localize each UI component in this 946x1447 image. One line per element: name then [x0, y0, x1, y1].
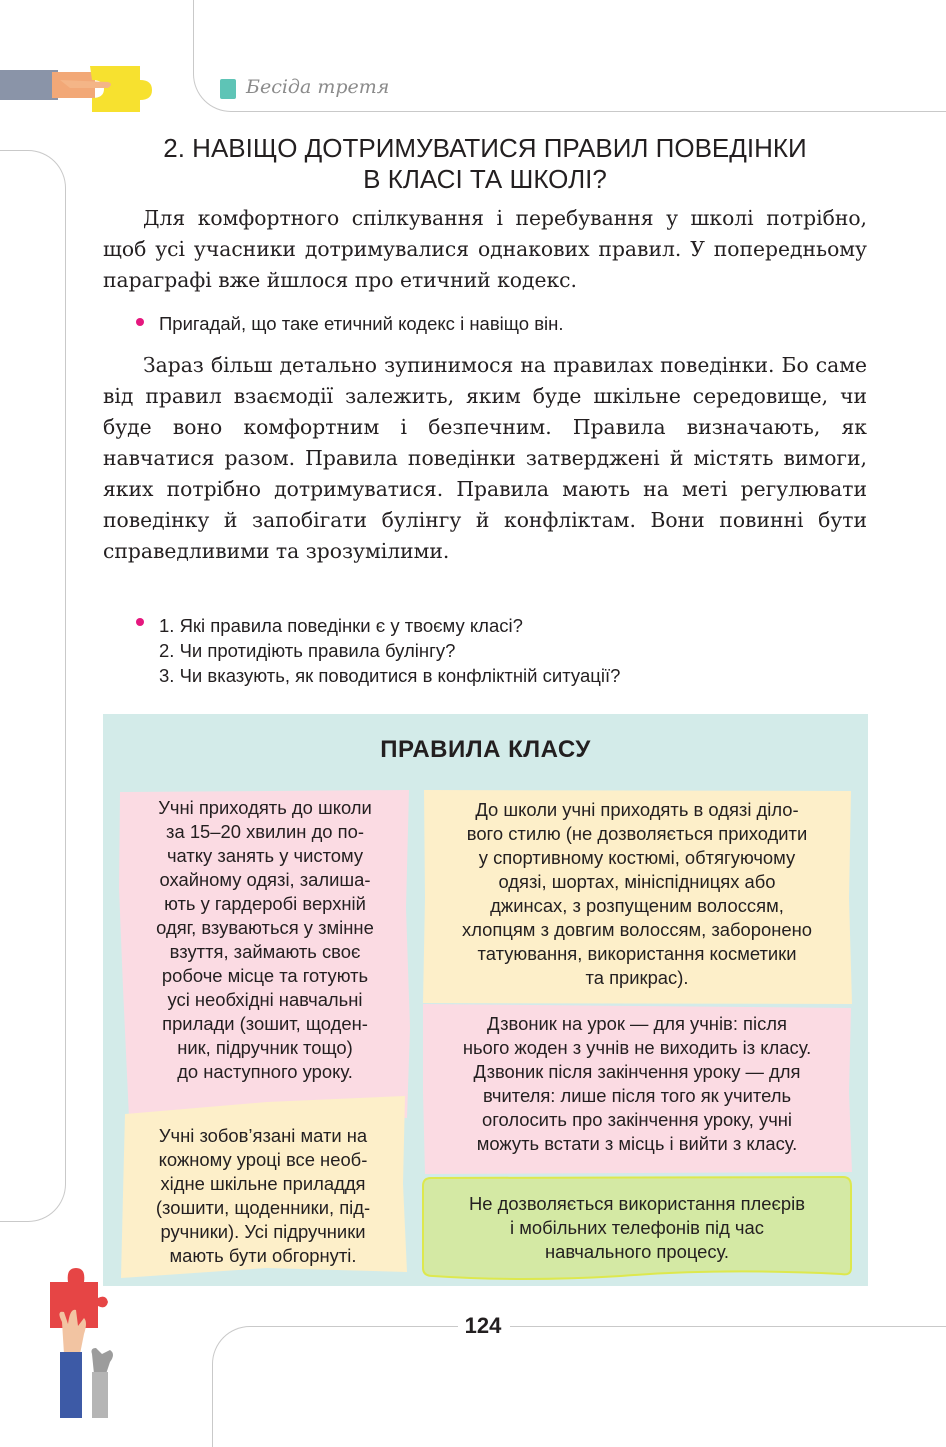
left-frame-line	[0, 150, 66, 1222]
chapter-label: Бесіда третя	[246, 76, 390, 98]
question-item: 1. Які правила поведінки є у твоєму класі?	[159, 615, 523, 636]
rule-text: Дзвоник на урок — для учнів: після нього жоден з учнів не виходить із класу. Дзвоник після закінчення уроку — для вчителя: лише після того як учитель оголосить про закінчення уроку, учні можуть встати з місць і вийти з класу.	[462, 1013, 812, 1154]
body-paragraph: Зараз більш детально зупинимося на правилах поведінки. Бо саме від правил взаємодії залежить, яким буде шкільне середовище, чи буде воно комфортним і безпечним. Правила визначають, як навчатися разом. Правила поведінки затверджені й містять вимоги, яких потрібно дотримуватися. Правила мають на меті регулювати поведінку й запобігати булінгу й конфліктам. Вони повинні бути справедливими та зрозумілими.	[103, 353, 867, 563]
rule-text: Не дозволяється використання плеєрів і мобільних телефонів під час навчального процесу.	[469, 1193, 805, 1262]
hands-with-puzzle-icon	[40, 1262, 130, 1418]
rule-card-devices	[421, 1176, 853, 1280]
recall-prompt: Пригадай, що таке етичний кодекс і навіщо він.	[159, 313, 564, 334]
section-title-line: В КЛАСІ ТА ШКОЛІ?	[363, 164, 607, 194]
rule-card-supplies	[117, 1094, 409, 1280]
rule-text: Учні зобов’язані мати на кожному уроці все необ- хідне шкільне приладдя (зошити, щоденники, під- ручники). Усі підручники мають бути обгорнуті.	[155, 1125, 371, 1266]
question-item: 3. Чи вказують, як поводитися в конфліктній ситуації?	[159, 665, 621, 686]
question-list	[159, 613, 620, 688]
bullet-dot-icon	[136, 318, 144, 326]
section-title-line: 2. НАВІЩО ДОТРИМУВАТИСЯ ПРАВИЛ ПОВЕДІНКИ	[163, 133, 807, 163]
hand-with-puzzle-icon	[0, 58, 160, 118]
bullet-dot-icon	[136, 618, 144, 626]
page-number: 124	[464, 1313, 502, 1338]
section-title	[100, 133, 870, 195]
rule-card-bell	[421, 1002, 853, 1174]
rule-card-arrival	[117, 788, 413, 1118]
chapter-tag-icon	[220, 79, 236, 99]
body-paragraph: Для комфортного спілкування і перебування у школі потрібно, щоб усі учасники дотримувалися однакових правил. У попередньому параграфі вже йшлося про етичний кодекс.	[103, 206, 867, 292]
question-item: 2. Чи протидіють правила булінгу?	[159, 640, 456, 661]
rules-title: ПРАВИЛА КЛАСУ	[380, 736, 591, 763]
class-rules-panel	[103, 714, 868, 1286]
bottom-frame-line-right	[510, 1326, 946, 1327]
rule-text: До школи учні приходять в одязі діло- вого стилю (не дозволяється приходити у спортивному костюмі, обтягуючому одязі, шортах, мініспідницях або джинсах, з розпущеним волоссям, хлопцям з довгим волоссям, заборонено татуювання, використання косметики та прикрас).	[462, 799, 812, 988]
bottom-frame-line	[212, 1326, 458, 1447]
rule-card-dress-code	[421, 788, 853, 1004]
rule-text: Учні приходять до школи за 15–20 хвилин до по- чатку занять у чистому охайному одязі, залиша- ють у гардеробі верхній одяг, взуваються у змінне взуття, займають своє робоче місце та готують усі необхідні навчальні прилади (зошит, щоден- ник, підручник тощо) до наступного уроку.	[156, 797, 374, 1082]
